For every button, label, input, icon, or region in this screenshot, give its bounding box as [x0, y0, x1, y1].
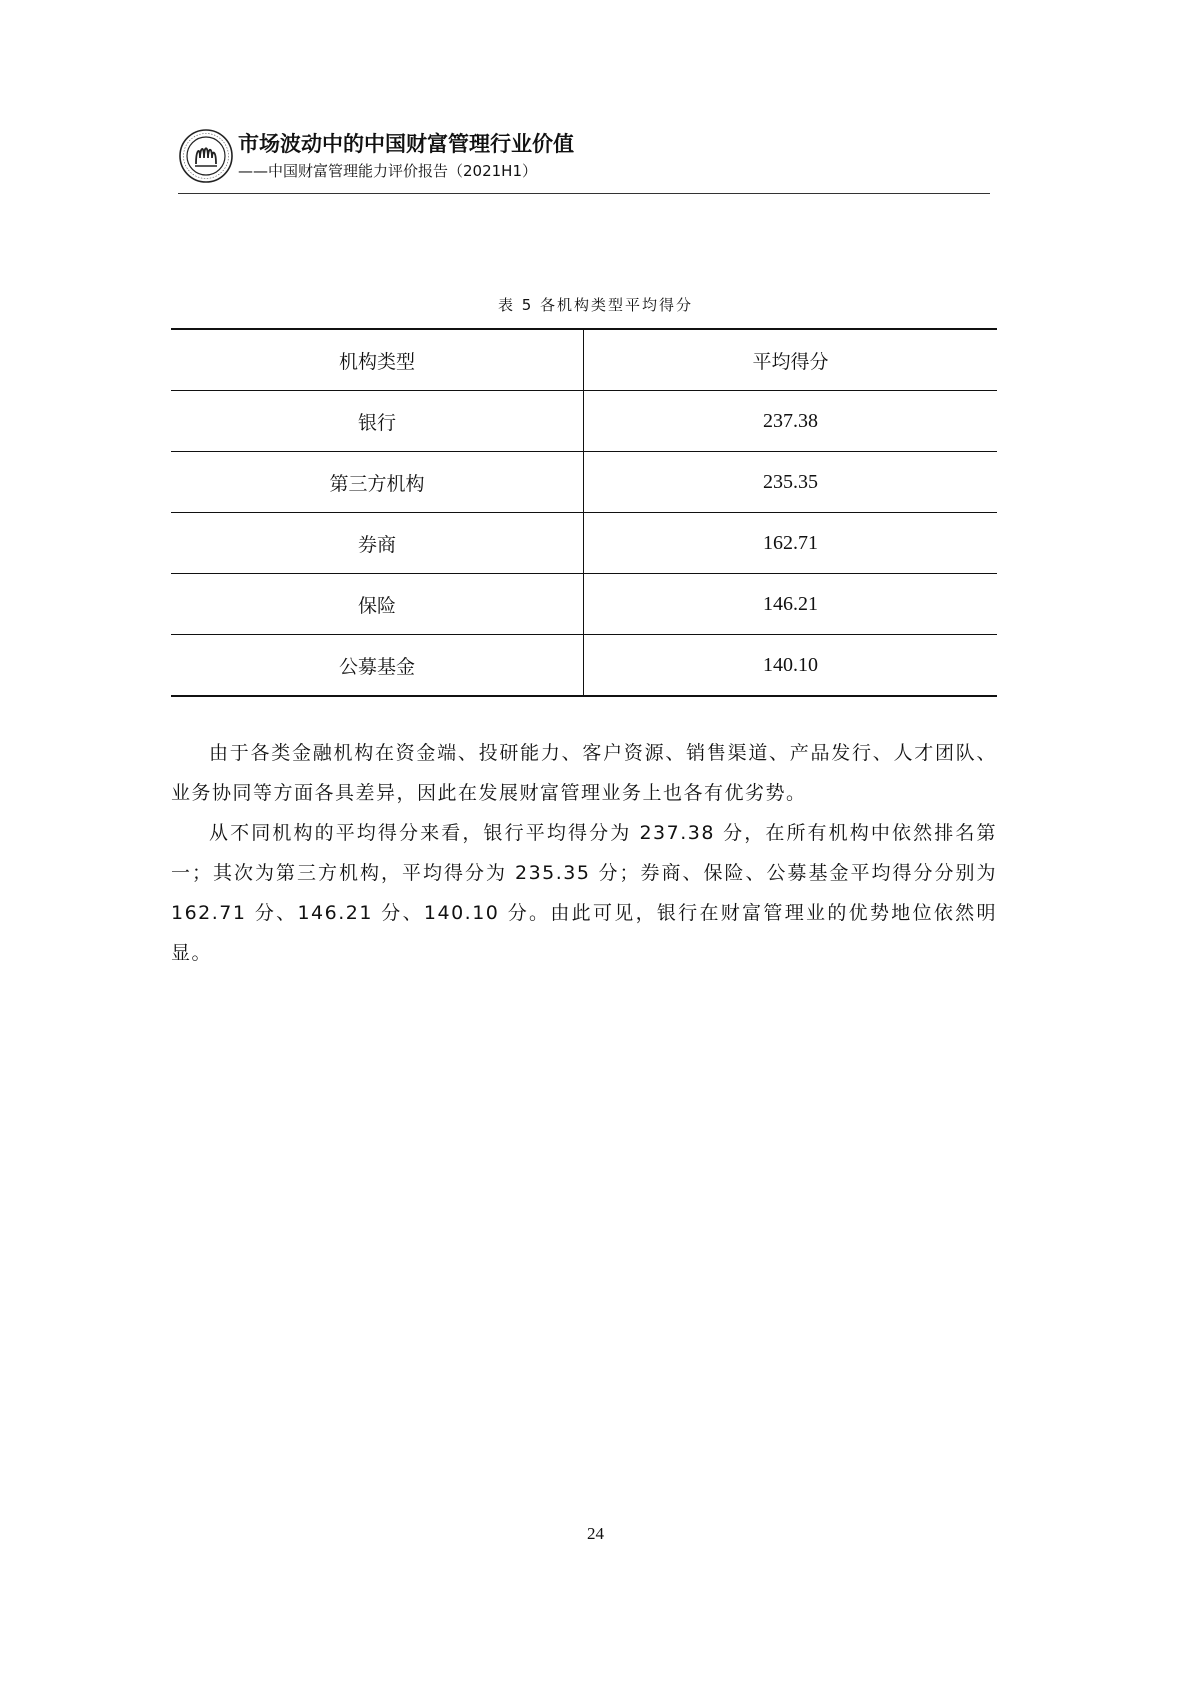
cell-type: 第三方机构	[171, 452, 584, 513]
page-number: 24	[587, 1524, 604, 1543]
paragraph-scores: 从不同机构的平均得分来看，银行平均得分为 237.38 分，在所有机构中依然排名第一；其次为第三方机构，平均得分为 235.35 分；券商、保险、公募基金平均得分分别为 162.71 分、146.21 分、140.10 分。由此可见，银行在财富管理业的优势地位依然明显。	[171, 822, 997, 964]
university-seal-icon	[178, 128, 234, 184]
score-table	[171, 328, 997, 697]
table-caption: 表 5 各机构类型平均得分	[497, 296, 694, 314]
column-header-score: 平均得分	[584, 329, 998, 391]
column-header-type: 机构类型	[171, 329, 584, 391]
table-row	[171, 391, 997, 452]
page-header	[178, 120, 988, 194]
table-row	[171, 513, 997, 574]
paragraph-differences: 由于各类金融机构在资金端、投研能力、客户资源、销售渠道、产品发行、人才团队、业务协同等方面各具差异，因此在发展财富管理业务上也各有优劣势。	[171, 742, 997, 804]
header-subtitle: ——中国财富管理能力评价报告（2021H1）	[238, 162, 537, 180]
cell-score: 146.21	[584, 574, 998, 635]
cell-type: 保险	[171, 574, 584, 635]
cell-type: 银行	[171, 391, 584, 452]
table-row	[171, 635, 997, 697]
header-divider	[178, 193, 990, 194]
header-title: 市场波动中的中国财富管理行业价值	[238, 132, 574, 156]
cell-score: 162.71	[584, 513, 998, 574]
cell-score: 235.35	[584, 452, 998, 513]
body-text	[171, 733, 997, 973]
cell-type: 券商	[171, 513, 584, 574]
cell-score: 140.10	[584, 635, 998, 697]
cell-score: 237.38	[584, 391, 998, 452]
cell-type: 公募基金	[171, 635, 584, 697]
table-row	[171, 574, 997, 635]
table-header-row	[171, 329, 997, 391]
table-row	[171, 452, 997, 513]
